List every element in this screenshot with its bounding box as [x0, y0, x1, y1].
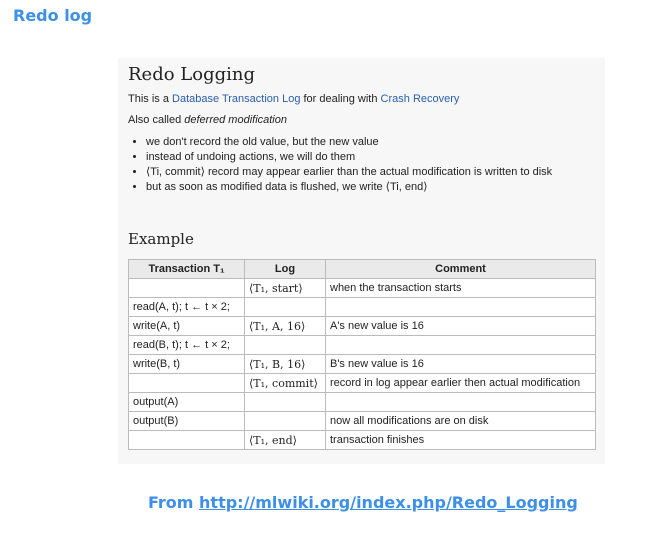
deferred-modification-term: deferred modification — [184, 114, 287, 126]
column-header-transaction: Transaction T₁ — [129, 260, 245, 279]
table-header-row — [129, 260, 596, 279]
database-transaction-log-link[interactable]: Database Transaction Log — [172, 93, 301, 105]
also-called-paragraph — [128, 114, 287, 126]
transaction-cell: read(B, t); t ← t × 2; — [129, 336, 245, 355]
wiki-excerpt-panel — [118, 58, 605, 464]
transaction-cell: write(B, t) — [129, 355, 245, 374]
transaction-cell: write(A, t) — [129, 317, 245, 336]
source-url-link[interactable]: http://mlwiki.org/index.php/Redo_Logging — [199, 493, 578, 512]
comment-cell — [326, 393, 596, 412]
table-row — [129, 336, 596, 355]
table-body — [129, 279, 596, 450]
table-row — [129, 317, 596, 336]
log-cell — [245, 393, 326, 412]
transaction-cell — [129, 374, 245, 393]
example-heading: Example — [128, 230, 194, 248]
table-row — [129, 374, 596, 393]
table-row — [129, 279, 596, 298]
intro-mid: for dealing with — [300, 93, 381, 105]
comment-cell — [326, 298, 596, 317]
log-cell: ⟨T₁, end⟩ — [245, 431, 326, 450]
crash-recovery-link[interactable]: Crash Recovery — [380, 93, 460, 105]
table-row — [129, 298, 596, 317]
table-row — [129, 431, 596, 450]
bullet-list — [128, 135, 552, 195]
page-heading: Redo Logging — [128, 64, 255, 85]
bullet-item: • we don't record the old value, but the new value — [146, 135, 552, 150]
source-attribution — [148, 493, 578, 512]
log-cell: ⟨T₁, B, 16⟩ — [245, 355, 326, 374]
log-cell: ⟨T₁, start⟩ — [245, 279, 326, 298]
table-row — [129, 412, 596, 431]
slide-title: Redo log — [13, 6, 93, 25]
intro-prefix: This is a — [128, 93, 173, 105]
transaction-cell: output(B) — [129, 412, 245, 431]
table-row — [129, 393, 596, 412]
log-cell — [245, 298, 326, 317]
log-cell: ⟨T₁, commit⟩ — [245, 374, 326, 393]
log-cell — [245, 336, 326, 355]
comment-cell: transaction finishes — [326, 431, 596, 450]
redo-log-example-table — [128, 259, 596, 450]
comment-cell — [326, 336, 596, 355]
comment-cell: A's new value is 16 — [326, 317, 596, 336]
column-header-log: Log — [245, 260, 326, 279]
log-cell — [245, 412, 326, 431]
column-header-comment: Comment — [326, 260, 596, 279]
comment-cell: B's new value is 16 — [326, 355, 596, 374]
comment-cell: now all modifications are on disk — [326, 412, 596, 431]
bullet-item: • but as soon as modified data is flushed, we write ⟨Ti, end⟩ — [146, 180, 552, 195]
bullet-item: • instead of undoing actions, we will do them — [146, 150, 552, 165]
source-prefix: From — [148, 493, 200, 512]
transaction-cell — [129, 279, 245, 298]
comment-cell: when the transaction starts — [326, 279, 596, 298]
intro-paragraph — [128, 93, 459, 105]
comment-cell: record in log appear earlier then actual modification — [326, 374, 596, 393]
table-row — [129, 355, 596, 374]
bullet-item: • ⟨Ti, commit⟩ record may appear earlier than the actual modification is written to disk — [146, 165, 552, 180]
also-prefix: Also called — [128, 114, 185, 126]
transaction-cell: read(A, t); t ← t × 2; — [129, 298, 245, 317]
transaction-cell — [129, 431, 245, 450]
transaction-cell: output(A) — [129, 393, 245, 412]
log-cell: ⟨T₁, A, 16⟩ — [245, 317, 326, 336]
